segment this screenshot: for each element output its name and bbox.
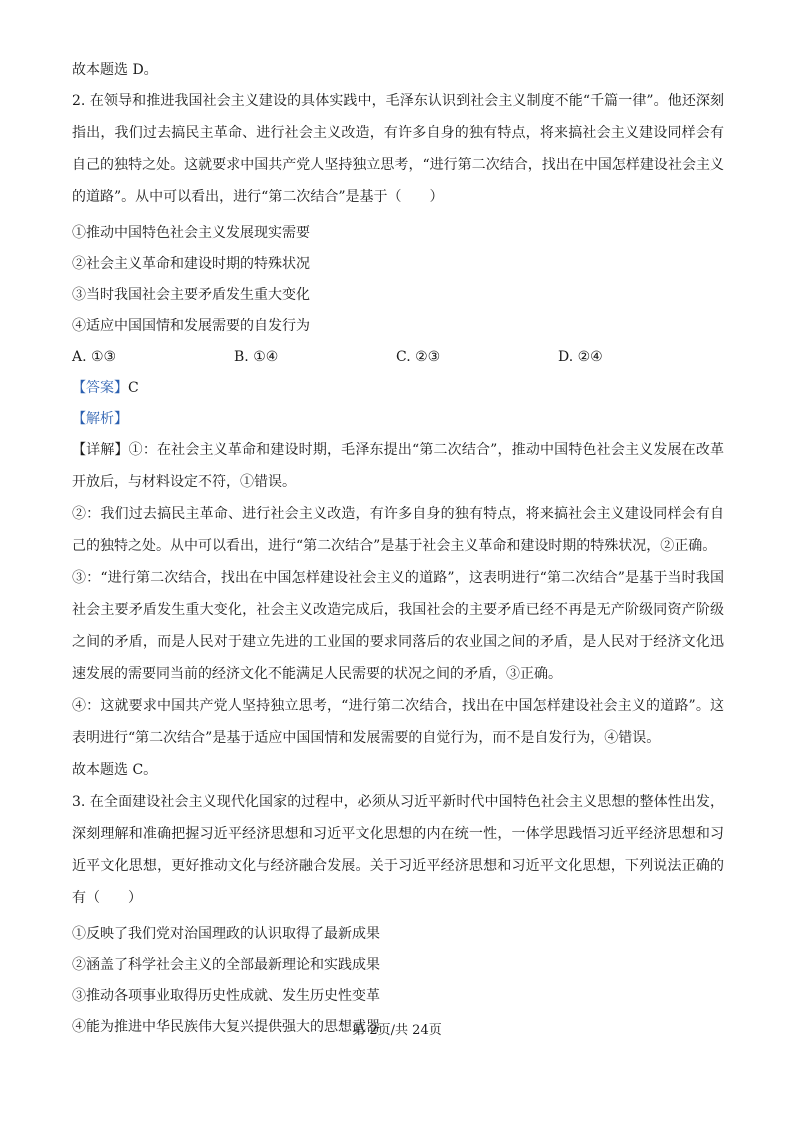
answer-tag: 【答案】 [72, 380, 128, 396]
q3-item-1: ①反映了我们党对治国理政的认识取得了最新成果 [72, 926, 380, 942]
q2-detail-1 [72, 434, 724, 498]
q2-detail-3: ③：“进行第二次结合，找出在中国怎样建设社会主义的道路”，这表明进行“第二次结合”是基于当时我国社会主要矛盾发生重大变化，社会主义改造完成后，我国社会的主要矛盾已经不再是无产阶级同资产阶级之间的矛盾，而是人民对于建立先进的工业国的要求同落后的农业国之间的矛盾，是人民对于经济文化迅速发展的需要同当前的经济文化不能满足人民需要的状况之间的矛盾，③正确。 [72, 570, 724, 682]
q3-item-3: ③推动各项事业取得历史性成就、发生历史性变革 [72, 988, 380, 1004]
q2-option-a: A. ①③ [72, 349, 117, 365]
q3-item-2: ②涵盖了科学社会主义的全部最新理论和实践成果 [72, 957, 380, 973]
detail-1-text: ①：在社会主义革命和建设时期，毛泽东提出“第二次结合”，推动中国特色社会主义发展在改革开放后，与材料设定不符，①错误。 [72, 442, 725, 490]
q3-stem: 3. 在全面建设社会主义现代化国家的过程中，必须从习近平新时代中国特色社会主义思想的整体性出发，深刻理解和准确把握习近平经济思想和习近平文化思想的内在统一性，一体学思践悟习近平经济思想和习近平文化思想，更好推动文化与经济融合发展。关于习近平经济思想和习近平文化思想，下列说法正确的有（ ） [72, 794, 724, 906]
q2-option-c: C. ②③ [396, 349, 441, 365]
q2-detail-4: ④：这就要求中国共产党人坚持独立思考，“进行第二次结合，找出在中国怎样建设社会主义的道路”。这表明进行“第二次结合”是基于适应中国国情和发展需要的自觉行为，而不是自发行为，④错误。 [72, 698, 724, 746]
q2-option-b: B. ①④ [234, 349, 279, 365]
q2-item-2: ②社会主义革命和建设时期的特殊状况 [72, 256, 310, 272]
document-page [72, 60, 724, 1037]
analysis-tag: 【解析】 [72, 411, 128, 427]
q2-item-4: ④适应中国国情和发展需要的自发行为 [72, 318, 310, 334]
page-footer: 第 2页/共 24页 [352, 1023, 442, 1038]
q2-conclusion: 故本题选 C。 [72, 762, 158, 778]
q2-stem: 2. 在领导和推进我国社会主义建设的具体实践中，毛泽东认识到社会主义制度不能“千篇一律”。他还深刻指出，我们过去搞民主革命、进行社会主义改造，有许多自身的独有特点，将来搞社会主义建设同样会有自己的独特之处。这就要求中国共产党人坚持独立思考，“进行第二次结合，找出在中国怎样建设社会主义的道路”。从中可以看出，进行“第二次结合”是基于（ ） [72, 93, 724, 205]
q2-options [72, 347, 724, 367]
q2-item-3: ③当时我国社会主要矛盾发生重大变化 [72, 287, 310, 303]
q2-option-d: D. ②④ [558, 349, 603, 365]
q3-item-4: ④能为推进中华民族伟大复兴提供强大的思想武器 [72, 1019, 380, 1035]
q2-answer [72, 378, 724, 398]
q2-detail-2: ②：我们过去搞民主革命、进行社会主义改造，有许多自身的独有特点，将来搞社会主义建设同样会有自己的独特之处。从中可以看出，进行“第二次结合”是基于社会主义革命和建设时期的特殊状况，②正确。 [72, 506, 724, 554]
q2-item-1: ①推动中国特色社会主义发展现实需要 [72, 225, 310, 241]
detail-tag: 【详解】 [72, 442, 129, 458]
answer-value: C [128, 380, 139, 396]
q2-analysis-tag [72, 409, 724, 429]
previous-conclusion: 故本题选 D。 [72, 62, 158, 78]
